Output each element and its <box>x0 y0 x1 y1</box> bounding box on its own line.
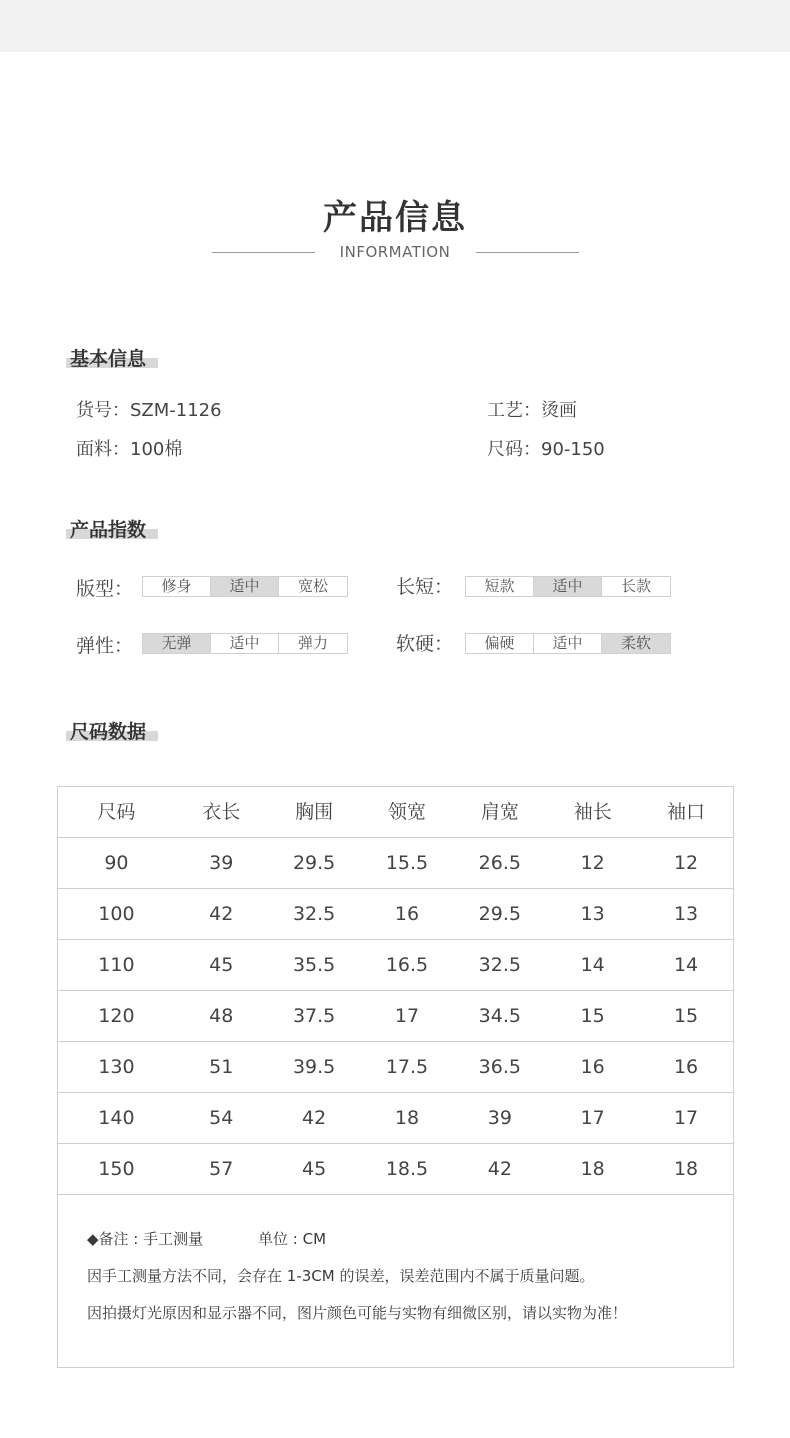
page-title: 产品信息 <box>323 198 467 238</box>
table-cell: 140 <box>98 1107 135 1129</box>
length-label: 长短： <box>396 576 454 598</box>
softness-label: 软硬： <box>396 633 454 655</box>
table-cell: 16.5 <box>385 954 429 976</box>
table-cell: 32.5 <box>292 903 336 925</box>
table-row <box>58 889 733 940</box>
elasticity-option: 适中 <box>211 634 279 653</box>
elasticity-option: 无弹 <box>143 634 211 653</box>
elasticity-label: 弹性： <box>76 635 134 657</box>
softness-option: 柔软 <box>602 634 670 653</box>
column-header: 袖长 <box>573 801 612 823</box>
table-cell: 37.5 <box>292 1005 336 1027</box>
table-row <box>58 1144 733 1195</box>
table-cell: 130 <box>98 1056 135 1078</box>
table-header-row <box>58 787 733 838</box>
length-option: 长款 <box>620 577 651 595</box>
table-cell: 15.5 <box>385 852 429 874</box>
table-cell: 45 <box>209 954 234 976</box>
softness-scale <box>465 633 671 654</box>
product-index-heading <box>66 515 147 541</box>
size-table <box>57 786 734 1195</box>
table-cell: 42 <box>487 1158 512 1180</box>
elasticity-option: 弹力 <box>297 634 328 652</box>
table-cell: 57 <box>209 1158 234 1180</box>
table-cell: 17 <box>673 1107 699 1129</box>
table-cell: 110 <box>98 954 135 976</box>
table-cell: 16 <box>673 1056 699 1078</box>
softness-option: 适中 <box>534 634 602 653</box>
table-cell: 29.5 <box>292 852 336 874</box>
fit-label: 版型： <box>76 578 134 600</box>
table-cell: 18 <box>580 1158 605 1180</box>
table-cell: 26.5 <box>478 852 521 874</box>
size-data-heading <box>66 717 147 743</box>
fit-option: 适中 <box>211 577 279 596</box>
table-cell: 51 <box>209 1056 234 1078</box>
table-cell: 13 <box>673 903 699 925</box>
table-cell: 32.5 <box>478 954 521 976</box>
column-header: 肩宽 <box>480 801 519 823</box>
basic-info-heading-text: 基本信息 <box>70 348 147 370</box>
table-cell: 13 <box>580 903 605 925</box>
column-header: 尺码 <box>97 801 136 823</box>
table-cell: 14 <box>673 954 699 976</box>
table-row <box>58 1042 733 1093</box>
unit-note: 单位 : CM <box>258 1230 327 1248</box>
fit-scale <box>142 576 348 597</box>
table-cell: 45 <box>302 1158 327 1180</box>
length-option: 适中 <box>534 577 602 596</box>
table-cell: 90 <box>104 852 129 874</box>
table-cell: 42 <box>302 1107 327 1129</box>
length-scale <box>465 576 671 597</box>
table-cell: 35.5 <box>292 954 336 976</box>
table-cell: 42 <box>209 903 234 925</box>
softness-option: 偏硬 <box>466 634 534 653</box>
column-header: 衣长 <box>202 801 241 823</box>
table-cell: 48 <box>209 1005 234 1027</box>
basic-info-heading <box>66 344 147 370</box>
fit-option: 修身 <box>143 577 211 596</box>
table-cell: 18 <box>394 1107 420 1129</box>
table-cell: 18 <box>673 1158 699 1180</box>
notes-box <box>57 1195 734 1368</box>
title-divider-right <box>476 252 579 253</box>
length-option: 短款 <box>466 577 534 596</box>
table-cell: 15 <box>580 1005 605 1027</box>
column-header: 领宽 <box>387 801 426 823</box>
table-cell: 29.5 <box>478 903 521 925</box>
table-cell: 17 <box>394 1005 420 1027</box>
table-cell: 150 <box>98 1158 135 1180</box>
table-cell: 12 <box>673 852 699 874</box>
elasticity-scale <box>142 633 348 654</box>
table-row <box>58 838 733 889</box>
top-banner <box>0 0 790 52</box>
table-cell: 39.5 <box>292 1056 336 1078</box>
table-cell: 16 <box>580 1056 605 1078</box>
table-cell: 34.5 <box>478 1005 521 1027</box>
measurement-note: 因手工测量方法不同，会存在 1-3CM 的误差，误差范围内不属于质量问题。 <box>87 1267 595 1285</box>
table-row <box>58 991 733 1042</box>
color-note: 因拍摄灯光原因和显示器不同，图片颜色可能与实物有细微区别，请以实物为准！ <box>87 1304 628 1322</box>
size-range-info: 尺码：90-150 <box>487 439 605 460</box>
item-number: 货号：SZM-1126 <box>76 400 222 421</box>
craft-info: 工艺：烫画 <box>487 400 577 421</box>
size-data-heading-text: 尺码数据 <box>70 721 147 743</box>
remark-note: ◆备注 : 手工测量 <box>87 1230 204 1248</box>
column-header: 袖口 <box>667 801 706 823</box>
table-row <box>58 940 733 991</box>
table-cell: 14 <box>580 954 605 976</box>
table-cell: 39 <box>487 1107 512 1129</box>
table-cell: 54 <box>209 1107 234 1129</box>
table-cell: 15 <box>673 1005 699 1027</box>
table-cell: 100 <box>98 903 135 925</box>
table-cell: 12 <box>580 852 605 874</box>
fabric-info: 面料：100棉 <box>76 439 183 460</box>
table-cell: 17.5 <box>385 1056 429 1078</box>
table-cell: 120 <box>98 1005 135 1027</box>
table-cell: 17 <box>580 1107 605 1129</box>
table-cell: 36.5 <box>478 1056 521 1078</box>
fit-option: 宽松 <box>297 577 328 595</box>
table-cell: 39 <box>209 852 234 874</box>
product-index-heading-text: 产品指数 <box>70 519 147 541</box>
table-row <box>58 1093 733 1144</box>
table-cell: 18.5 <box>385 1158 429 1180</box>
page-subtitle: INFORMATION <box>339 243 451 261</box>
column-header: 胸围 <box>295 801 334 823</box>
table-cell: 16 <box>394 903 420 925</box>
